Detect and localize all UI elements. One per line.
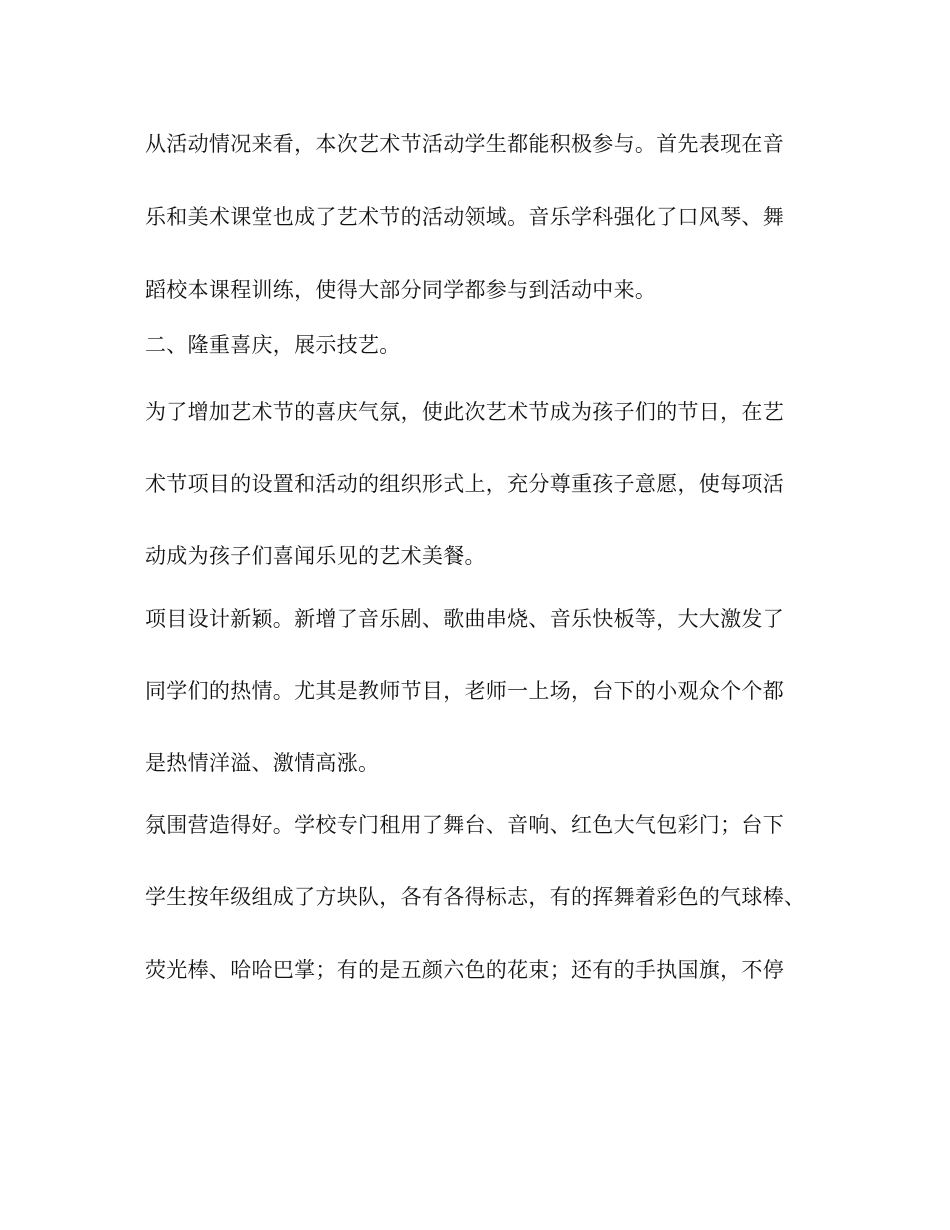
- paragraph-line: 为了增加艺术节的喜庆气氛，使此次艺术节成为孩子们的节日，在艺: [145, 400, 784, 424]
- paragraph-line: 蹈校本课程训练，使得大部分同学都参与到活动中来。: [145, 278, 657, 302]
- paragraph-line: 学生按年级组成了方块队，各有各得标志，有的挥舞着彩色的气球棒、: [145, 885, 806, 909]
- paragraph-line: 术节项目的设置和活动的组织形式上，充分尊重孩子意愿，使每项活: [145, 472, 784, 496]
- paragraph-line: 动成为孩子们喜闻乐见的艺术美餐。: [145, 544, 486, 568]
- section-heading: 二、隆重喜庆，展示技艺。: [145, 333, 401, 357]
- paragraph-line: 荧光棒、哈哈巴掌；有的是五颜六色的花束；还有的手执国旗，不停: [145, 958, 784, 982]
- paragraph-line: 是热情洋溢、激情高涨。: [145, 751, 380, 775]
- paragraph-line: 从活动情况来看，本次艺术节活动学生都能积极参与。首先表现在音: [145, 132, 784, 156]
- paragraph-line: 项目设计新颖。新增了音乐剧、歌曲串烧、音乐快板等，大大激发了: [145, 607, 784, 631]
- paragraph-line: 乐和美术课堂也成了艺术节的活动领域。音乐学科强化了口风琴、舞: [145, 205, 784, 229]
- paragraph-line: 同学们的热情。尤其是教师节目，老师一上场，台下的小观众个个都: [145, 679, 784, 703]
- paragraph-line: 氛围营造得好。学校专门租用了舞台、音响、红色大气包彩门；台下: [145, 813, 784, 837]
